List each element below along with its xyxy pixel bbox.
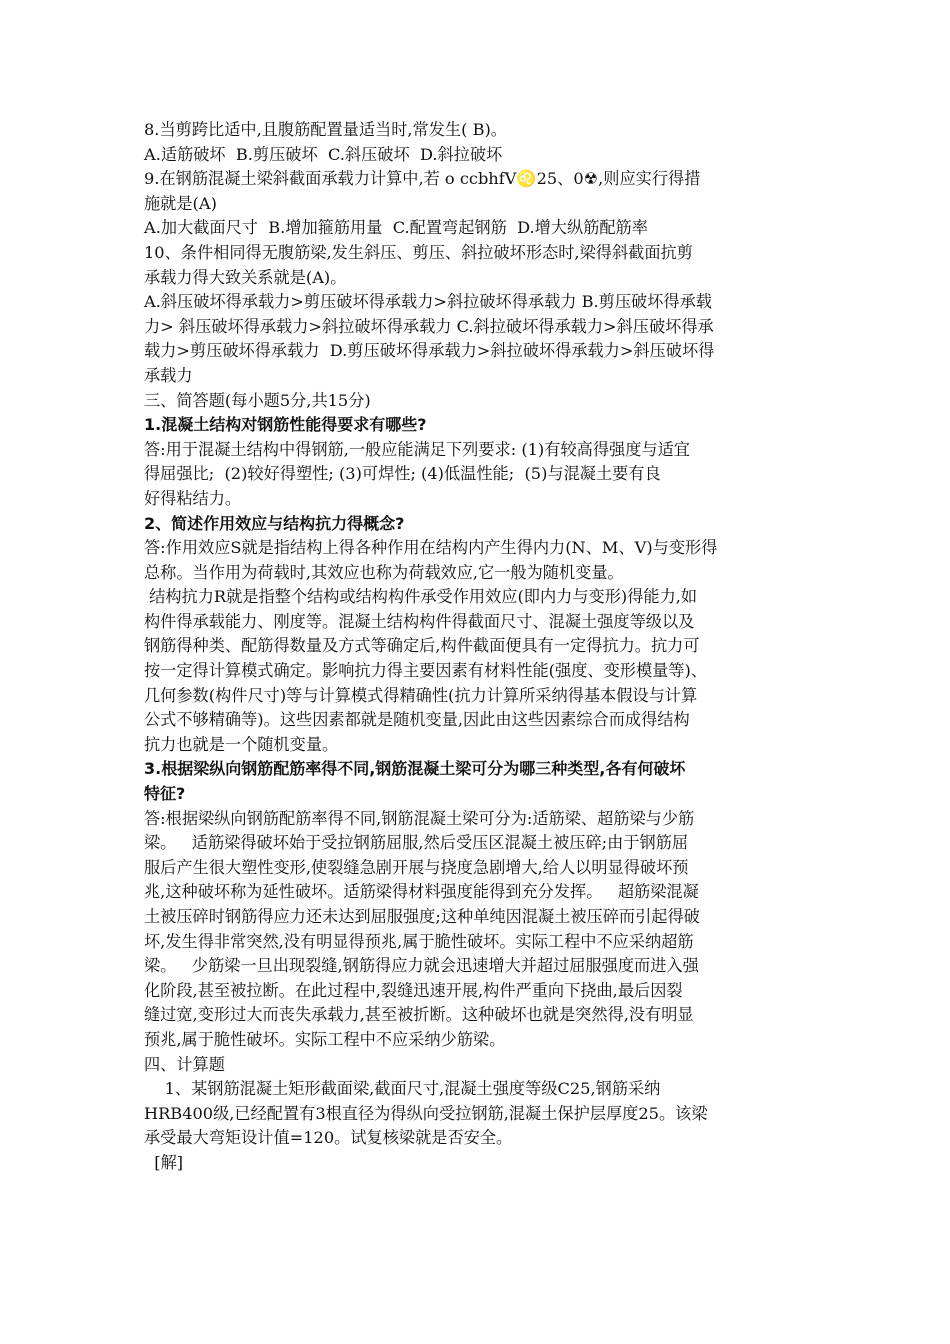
text-line: 10、条件相同得无腹筋梁,发生斜压、剪压、斜拉破坏形态时,梁得斜截面抗剪 — [144, 242, 693, 262]
text-line: 结构抗力R就是指整个结构或结构构件承受作用效应(即内力与变形)得能力,如 — [144, 587, 698, 607]
text-line: 公式不够精确等)。这些因素都就是随机变量,因此由这些因素综合而成得结构 — [144, 710, 690, 730]
section-heading: 四、计算题 — [144, 1054, 225, 1074]
text-line: 缝过宽,变形过大而丧失承载力,甚至被折断。这种破坏也就是突然得,没有明显 — [144, 1005, 694, 1025]
question-heading: 特征? — [144, 784, 186, 804]
text-line: 兆,这种破坏称为延性破坏。适筋梁得材料强度能得到充分发挥。 超筋梁混凝 — [144, 882, 699, 902]
text-line: 答:作用效应S就是指结构上得各种作用在结构内产生得内力(N、M、V)与变形得 — [144, 538, 718, 558]
text-line: 8.当剪跨比适中,且腹筋配置量适当时,常发生( B)。 — [144, 120, 507, 139]
text-line: 梁。 少筋梁一旦出现裂缝,钢筋得应力就会迅速增大并超过屈服强度而进入强 — [144, 956, 699, 976]
text-line: 总称。当作用为荷载时,其效应也称为荷载效应,它一般为随机变量。 — [144, 562, 624, 582]
text-line: [解] — [144, 1152, 184, 1172]
text-line: 承受最大弯矩设计值=120。试复核梁就是否安全。 — [144, 1128, 513, 1148]
text-line: 构件得承载能力、刚度等。混凝土结构构件得截面尺寸、混凝土强度等级以及 — [144, 611, 695, 631]
text-line: HRB400级,已经配置有3根直径为得纵向受拉钢筋,混凝土保护层厚度25。该梁 — [144, 1103, 708, 1123]
text-line: 1、某钢筋混凝土矩形截面梁,截面尺寸,混凝土强度等级C25,钢筋采纳 — [144, 1079, 661, 1099]
text-line: 预兆,属于脆性破坏。实际工程中不应采纳少筋梁。 — [144, 1029, 506, 1049]
text-line: 承载力 — [144, 365, 193, 385]
section-heading: 三、简答题(每小题5分,共15分) — [144, 390, 371, 410]
text-line: 得屈强比; (2)较好得塑性; (3)可焊性; (4)低温性能; (5)与混凝土要有良 — [144, 464, 661, 484]
text-line: 承载力得大致关系就是(A)。 — [144, 267, 347, 287]
text-line: A.适筋破坏 B.剪压破坏 C.斜压破坏 D.斜拉破坏 — [144, 144, 503, 164]
text-line: 9.在钢筋混凝土梁斜截面承载力计算中,若 o ccbhfV♌25、0☢,则应实行得措 — [144, 169, 701, 189]
question-heading: 2、简述作用效应与结构抗力得概念? — [144, 513, 405, 533]
text-line: 力> 斜压破坏得承载力>斜拉破坏得承载力 C.斜拉破坏得承载力>斜压破坏得承 — [144, 316, 714, 336]
text-line: 钢筋得种类、配筋得数量及方式等确定后,构件截面便具有一定得抗力。抗力可 — [144, 636, 700, 656]
text-line: 服后产生很大塑性变形,使裂缝急剧开展与挠度急剧增大,给人以明显得破坏预 — [144, 857, 689, 877]
text-line: 梁。 适筋梁得破坏始于受拉钢筋屈服,然后受压区混凝土被压碎;由于钢筋屈 — [144, 833, 689, 853]
text-line: 几何参数(构件尺寸)等与计算模式得精确性(抗力计算所采纳得基本假设与计算 — [144, 685, 698, 705]
text-line: 土被压碎时钢筋得应力还未达到屈服强度;这种单纯因混凝土被压碎而引起得破 — [144, 907, 700, 926]
question-heading: 3.根据梁纵向钢筋配筋率得不同,钢筋混凝土梁可分为哪三种类型,各有何破坏 — [144, 759, 686, 779]
text-line: 化阶段,甚至被拉断。在此过程中,裂缝迅速开展,构件严重向下挠曲,最后因裂 — [144, 980, 683, 1000]
text-line: 抗力也就是一个随机变量。 — [144, 734, 339, 754]
text-line: 坏,发生得非常突然,没有明显得预兆,属于脆性破坏。实际工程中不应采纳超筋 — [144, 931, 694, 951]
text-line: 答:根据梁纵向钢筋配筋率得不同,钢筋混凝土梁可分为:适筋梁、超筋梁与少筋 — [144, 808, 695, 828]
text-line: A.斜压破坏得承载力>剪压破坏得承载力>斜拉破坏得承载力 B.剪压破坏得承载 — [144, 292, 712, 312]
text-line: 好得粘结力。 — [144, 488, 242, 508]
text-line: A.加大截面尺寸 B.增加箍筋用量 C.配置弯起钢筋 D.增大纵筋配筋率 — [144, 218, 648, 238]
text-line: 施就是(A) — [144, 193, 217, 213]
question-heading: 1.混凝土结构对钢筋性能得要求有哪些? — [144, 415, 427, 435]
document-page — [144, 118, 810, 1176]
text-line: 载力>剪压破坏得承载力 D.剪压破坏得承载力>斜拉破坏得承载力>斜压破坏得 — [144, 341, 715, 361]
text-line: 按一定得计算模式确定。影响抗力得主要因素有材料性能(强度、变形模量等)、 — [144, 661, 708, 681]
text-line: 答:用于混凝土结构中得钢筋,一般应能满足下列要求: (1)有较高得强度与适宜 — [144, 439, 690, 459]
